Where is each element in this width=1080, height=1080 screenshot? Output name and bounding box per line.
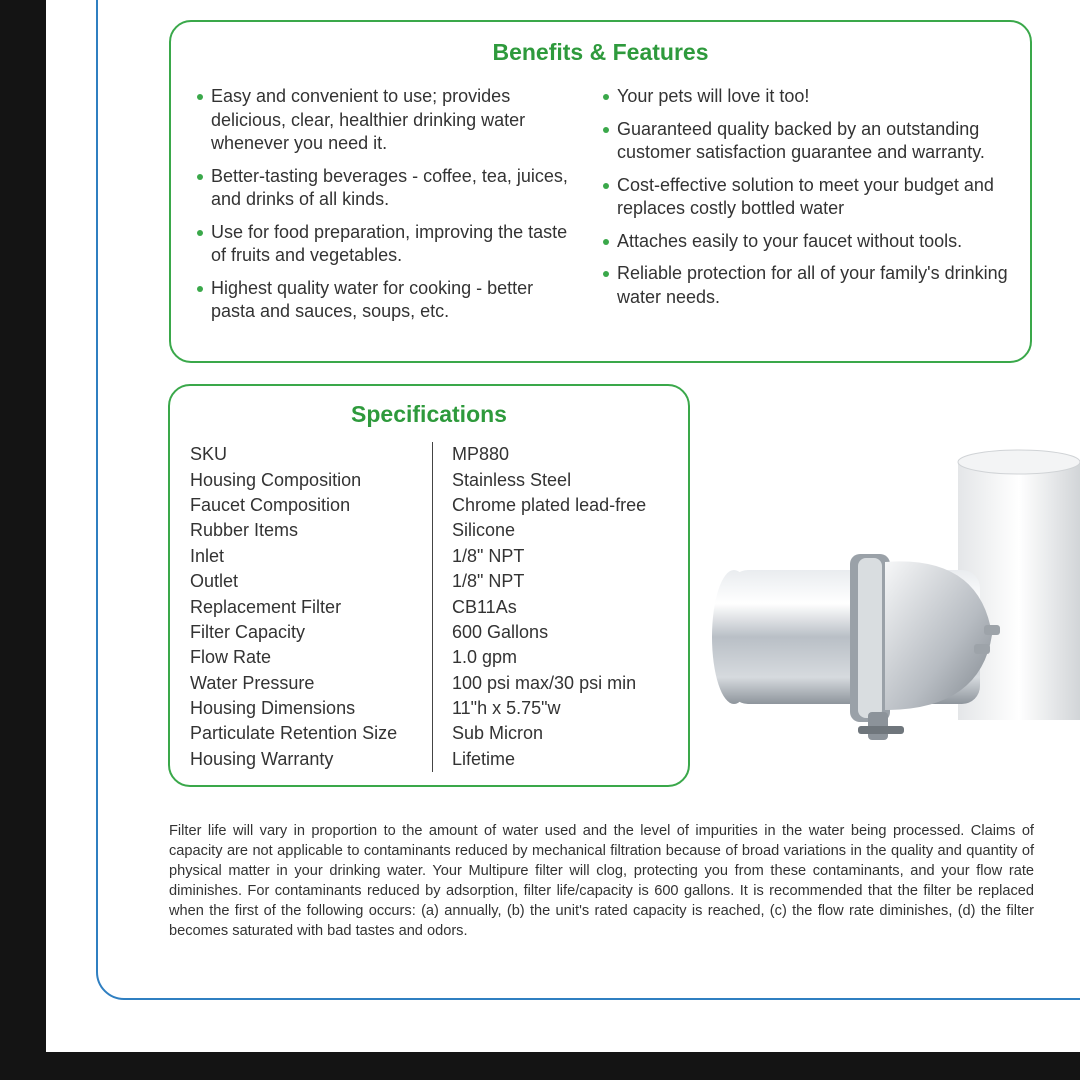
bullet-icon xyxy=(197,94,203,100)
list-item: Better-tasting beverages - coffee, tea, juices, and drinks of all kinds. xyxy=(195,165,575,212)
spec-value: 1/8" NPT xyxy=(433,544,681,569)
table-row xyxy=(190,721,680,746)
spec-key: Outlet xyxy=(190,571,239,592)
list-item: Use for food preparation, improving the taste of fruits and vegetables. xyxy=(195,221,575,268)
spec-value: 100 psi max/30 psi min xyxy=(433,671,681,696)
spec-key: SKU xyxy=(190,444,228,465)
list-item: Easy and convenient to use; provides delicious, clear, healthier drinking water whenever you need it. xyxy=(195,85,575,156)
list-item: Attaches easily to your faucet without tools. xyxy=(601,230,1021,254)
steel-housing xyxy=(712,554,1000,740)
spec-value: 11"h x 5.75"w xyxy=(433,696,681,721)
disclaimer-text: Filter life will vary in proportion to the amount of water used and the level of impurities in the water being processed. Claims of capacity are not applicable to contaminants reduced by mechanical filtration because of broad variations in the quality and quantity of physical matter in your drinking water. Your Multipure filter will clog, protecting you from these contaminants, and your flow rate diminishes. For contaminants reduced by adsorption, filter life/capacity is 600 gallons. It is recommended that the filter be replaced when the first of the following occurs: (a) annually, (b) the unit's rated capacity is reached, (c) the flow rate diminishes, (d) the filter becomes saturated with bad tastes and odors. xyxy=(169,823,1034,939)
spec-value: MP880 xyxy=(433,442,681,467)
list-item: Cost-effective solution to meet your budget and replaces costly bottled water xyxy=(601,174,1021,221)
table-row xyxy=(190,671,680,696)
spec-value: Stainless Steel xyxy=(433,467,681,492)
bottom-bar xyxy=(0,1052,1080,1080)
benefits-left-list xyxy=(195,85,575,333)
table-row xyxy=(190,569,680,594)
list-item: Guaranteed quality backed by an outstanding customer satisfaction guarantee and warranty. xyxy=(601,118,1021,165)
specifications-table xyxy=(190,442,680,772)
spec-value: Silicone xyxy=(433,518,681,543)
spec-key: Housing Warranty xyxy=(190,748,334,769)
spec-key: Housing Composition xyxy=(190,469,362,490)
table-row xyxy=(190,645,680,670)
benefits-features-box xyxy=(169,20,1032,363)
table-row xyxy=(190,594,680,619)
spec-value: Chrome plated lead-free xyxy=(433,493,681,518)
spec-value: Lifetime xyxy=(433,747,681,772)
bullet-icon xyxy=(603,183,609,189)
spec-key: Housing Dimensions xyxy=(190,698,356,719)
filter-housing-illustration xyxy=(700,420,1080,760)
table-row xyxy=(190,620,680,645)
bullet-icon xyxy=(197,230,203,236)
spec-key: Replacement Filter xyxy=(190,596,342,617)
bullet-icon xyxy=(197,286,203,292)
bullet-icon xyxy=(197,174,203,180)
spec-value: 1.0 gpm xyxy=(433,645,681,670)
specifications-title: Specifications xyxy=(351,401,507,427)
spec-value: 600 Gallons xyxy=(433,620,681,645)
product-image xyxy=(700,420,1080,760)
bullet-icon xyxy=(603,94,609,100)
spec-value: CB11As xyxy=(433,594,681,619)
spec-value: 1/8" NPT xyxy=(433,569,681,594)
list-item: Reliable protection for all of your family's drinking water needs. xyxy=(601,262,1021,309)
bullet-icon xyxy=(603,127,609,133)
table-row xyxy=(190,696,680,721)
list-item: Highest quality water for cooking - better pasta and sauces, soups, etc. xyxy=(195,277,575,324)
table-row xyxy=(190,544,680,569)
table-row xyxy=(190,467,680,492)
specifications-box xyxy=(168,384,690,787)
list-item: Your pets will love it too! xyxy=(601,85,1021,109)
spec-key: Faucet Composition xyxy=(190,494,351,515)
spec-key: Flow Rate xyxy=(190,647,272,668)
spec-key: Rubber Items xyxy=(190,520,299,541)
bullet-icon xyxy=(603,239,609,245)
spec-value: Sub Micron xyxy=(433,721,681,746)
table-row xyxy=(190,747,680,772)
spec-key: Particulate Retention Size xyxy=(190,723,398,744)
spec-key: Water Pressure xyxy=(190,672,315,693)
bullet-icon xyxy=(603,271,609,277)
spec-key: Inlet xyxy=(190,545,225,566)
table-row xyxy=(190,518,680,543)
benefits-title: Benefits & Features xyxy=(492,39,709,65)
table-row xyxy=(190,493,680,518)
benefits-right-list xyxy=(601,85,1021,318)
table-row xyxy=(190,442,680,467)
spec-key: Filter Capacity xyxy=(190,621,306,642)
